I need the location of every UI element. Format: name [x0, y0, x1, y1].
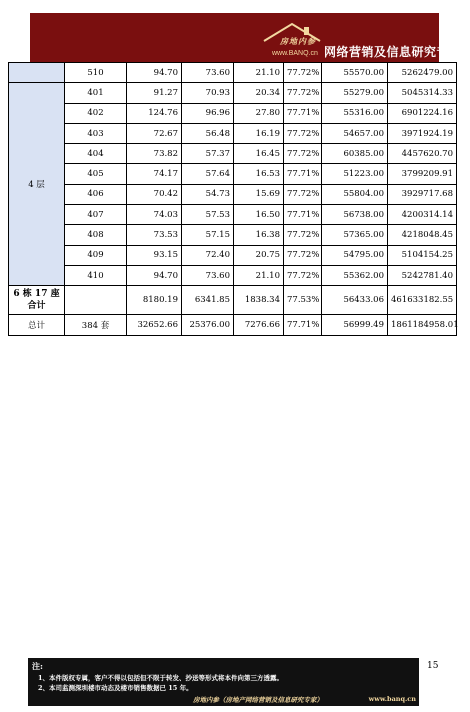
footer-slogan: 房地内参（房地产网络营销及信息研究专家） — [193, 696, 323, 704]
cell-rate: 77.72% — [284, 123, 322, 143]
cell-rate: 77.72% — [284, 245, 322, 265]
cell-total: 5045314.33 — [388, 83, 457, 103]
floor-cell — [9, 63, 65, 83]
room-number: 402 — [65, 103, 127, 123]
room-number: 407 — [65, 205, 127, 225]
total-price: 56999.49 — [322, 315, 388, 336]
cell-shared: 21.10 — [234, 265, 284, 285]
table-row — [9, 103, 457, 123]
cell-total: 6901224.16 — [388, 103, 457, 123]
subtotal-shared: 1838.34 — [234, 286, 284, 315]
cell-rate: 77.72% — [284, 265, 322, 285]
cell-price: 57365.00 — [322, 225, 388, 245]
cell-inner: 57.15 — [182, 225, 234, 245]
room-number: 510 — [65, 63, 127, 83]
room-number: 409 — [65, 245, 127, 265]
cell-total: 5242781.40 — [388, 265, 457, 285]
table-row — [9, 184, 457, 204]
cell-shared: 27.80 — [234, 103, 284, 123]
header-slogan: 网络营销及信息研究专家 — [324, 45, 462, 59]
room-number: 406 — [65, 184, 127, 204]
cell-price: 56738.00 — [322, 205, 388, 225]
subtotal-price: 56433.06 — [322, 286, 388, 315]
cell-inner: 96.96 — [182, 103, 234, 123]
cell-total: 4200314.14 — [388, 205, 457, 225]
logo-url: www.BANQ.cn — [272, 50, 318, 57]
cell-total: 5262479.00 — [388, 63, 457, 83]
cell-price: 55316.00 — [322, 103, 388, 123]
table-row — [9, 205, 457, 225]
room-number: 403 — [65, 123, 127, 143]
cell-area: 73.53 — [127, 225, 182, 245]
cell-price: 55570.00 — [322, 63, 388, 83]
subtotal-area: 8180.19 — [127, 286, 182, 315]
note-title: 注: — [32, 661, 43, 671]
cell-shared: 20.75 — [234, 245, 284, 265]
cell-rate: 77.71% — [284, 164, 322, 184]
total-row — [9, 315, 457, 336]
cell-area: 91.27 — [127, 83, 182, 103]
floor-label: 4 层 — [9, 83, 65, 286]
cell-total: 3971924.19 — [388, 123, 457, 143]
cell-total: 3799209.91 — [388, 164, 457, 184]
cell-total: 5104154.25 — [388, 245, 457, 265]
cell-inner: 73.60 — [182, 265, 234, 285]
cell-price: 55279.00 — [322, 83, 388, 103]
header-banner — [30, 13, 462, 63]
cell-shared: 21.10 — [234, 63, 284, 83]
total-shared: 7276.66 — [234, 315, 284, 336]
total-label: 总计 — [9, 315, 65, 336]
subtotal-label: 6 栋 17 座合计 — [9, 286, 65, 315]
footer-notes — [28, 658, 419, 706]
total-inner: 25376.00 — [182, 315, 234, 336]
cell-area: 74.03 — [127, 205, 182, 225]
cell-total: 3929717.68 — [388, 184, 457, 204]
cell-price: 51223.00 — [322, 164, 388, 184]
room-number: 405 — [65, 164, 127, 184]
cell-inner: 70.93 — [182, 83, 234, 103]
footer-url: www.banq.cn — [368, 695, 416, 703]
page-number: 15 — [427, 661, 439, 671]
total-total: 1861184958.01 — [388, 315, 457, 336]
table-row — [9, 144, 457, 164]
cell-inner: 73.60 — [182, 63, 234, 83]
subtotal-units — [65, 286, 127, 315]
cell-inner: 56.48 — [182, 123, 234, 143]
cell-shared: 16.50 — [234, 205, 284, 225]
sales-table — [8, 62, 457, 336]
cell-shared: 16.53 — [234, 164, 284, 184]
cell-total: 4218048.45 — [388, 225, 457, 245]
cell-shared: 16.38 — [234, 225, 284, 245]
cell-area: 74.17 — [127, 164, 182, 184]
subtotal-row — [9, 286, 457, 315]
cell-rate: 77.71% — [284, 205, 322, 225]
cell-inner: 57.53 — [182, 205, 234, 225]
table-row — [9, 123, 457, 143]
note-copyright: 1、本件版权专属，客户不得以包括但不限于转发、抄送等形式将本件向第三方透露。 — [38, 674, 284, 682]
cell-total: 4457620.70 — [388, 144, 457, 164]
cell-area: 124.76 — [127, 103, 182, 123]
logo-text: 房地内参 — [280, 36, 316, 46]
subtotal-rate: 77.53% — [284, 286, 322, 315]
cell-area: 70.42 — [127, 184, 182, 204]
cell-price: 55362.00 — [322, 265, 388, 285]
cell-rate: 77.72% — [284, 83, 322, 103]
room-number: 408 — [65, 225, 127, 245]
cell-price: 54795.00 — [322, 245, 388, 265]
cell-price: 55804.00 — [322, 184, 388, 204]
total-rate: 77.71% — [284, 315, 322, 336]
cell-shared: 16.45 — [234, 144, 284, 164]
cell-area: 73.82 — [127, 144, 182, 164]
cell-shared: 15.69 — [234, 184, 284, 204]
subtotal-total: 461633182.55 — [388, 286, 457, 315]
cell-shared: 16.19 — [234, 123, 284, 143]
room-number: 401 — [65, 83, 127, 103]
room-number: 410 — [65, 265, 127, 285]
table-row — [9, 164, 457, 184]
cell-rate: 77.72% — [284, 63, 322, 83]
table-row — [9, 83, 457, 103]
cell-rate: 77.72% — [284, 144, 322, 164]
cell-rate: 77.72% — [284, 225, 322, 245]
cell-shared: 20.34 — [234, 83, 284, 103]
note-monitoring: 2、本司监测深圳楼市动态及楼市销售数据已 15 年。 — [38, 684, 193, 692]
cell-inner: 72.40 — [182, 245, 234, 265]
table-row — [9, 63, 457, 83]
cell-area: 94.70 — [127, 63, 182, 83]
cell-price: 60385.00 — [322, 144, 388, 164]
room-number: 404 — [65, 144, 127, 164]
cell-area: 93.15 — [127, 245, 182, 265]
table-row — [9, 245, 457, 265]
total-area: 32652.66 — [127, 315, 182, 336]
cell-area: 72.67 — [127, 123, 182, 143]
cell-inner: 54.73 — [182, 184, 234, 204]
cell-inner: 57.37 — [182, 144, 234, 164]
cell-rate: 77.72% — [284, 184, 322, 204]
table-row — [9, 265, 457, 285]
cell-inner: 57.64 — [182, 164, 234, 184]
subtotal-inner: 6341.85 — [182, 286, 234, 315]
cell-price: 54657.00 — [322, 123, 388, 143]
cell-area: 94.70 — [127, 265, 182, 285]
table-row — [9, 225, 457, 245]
total-units: 384 套 — [65, 315, 127, 336]
cell-rate: 77.71% — [284, 103, 322, 123]
